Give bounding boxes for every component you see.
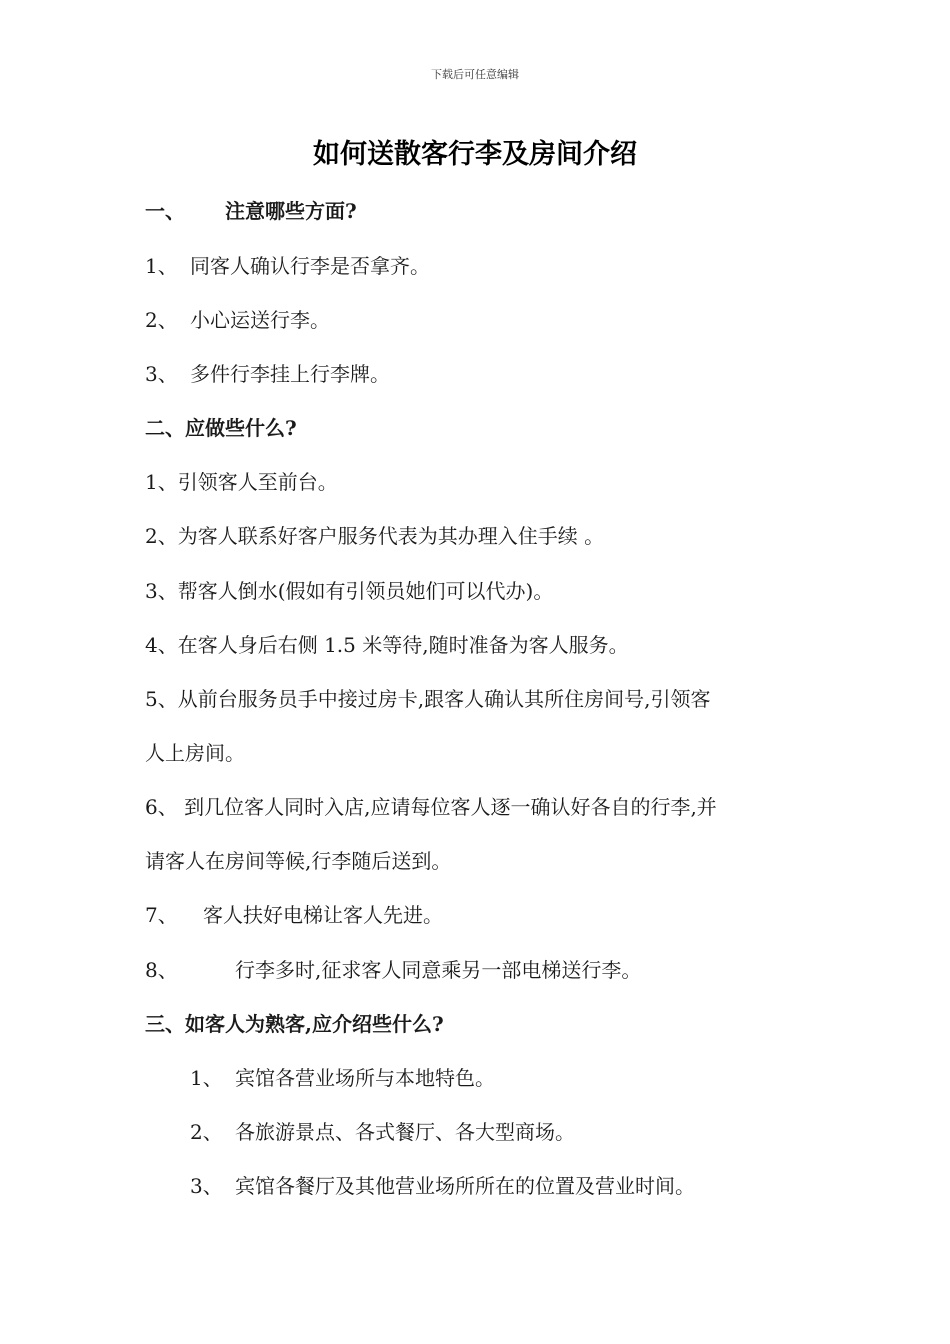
item-text: 行李多时,征求客人同意乘另一部电梯送行李。 bbox=[235, 958, 642, 982]
page-header: 下载后可任意编辑 bbox=[431, 68, 519, 81]
list-item bbox=[190, 1064, 870, 1092]
item-number: 7、 bbox=[145, 903, 178, 927]
list-item-continuation: 人上房间。 bbox=[145, 741, 245, 765]
document-title: 如何送散客行李及房间介绍 bbox=[313, 139, 637, 170]
item-number: 2、 bbox=[190, 1120, 223, 1144]
list-item: 6、 到几位客人同时入店,应请每位客人逐一确认好各自的行李,并 bbox=[145, 795, 717, 819]
list-item bbox=[145, 360, 825, 388]
list-item: 1、引领客人至前台。 bbox=[145, 470, 338, 494]
item-number: 3、 bbox=[190, 1174, 223, 1198]
section-heading-text: 注意哪些方面? bbox=[225, 199, 357, 223]
item-text: 同客人确认行李是否拿齐。 bbox=[190, 254, 430, 278]
list-item bbox=[190, 1118, 870, 1146]
section-number: 一、 bbox=[145, 199, 185, 223]
list-item: 4、在客人身后右侧 1.5 米等待,随时准备为客人服务。 bbox=[145, 633, 629, 657]
item-text: 小心运送行李。 bbox=[190, 308, 330, 332]
list-item bbox=[145, 956, 825, 984]
list-item: 3、帮客人倒水(假如有引领员她们可以代办)。 bbox=[145, 579, 554, 603]
item-text: 各旅游景点、各式餐厅、各大型商场。 bbox=[235, 1120, 575, 1144]
item-number: 1、 bbox=[145, 254, 178, 278]
list-item bbox=[145, 306, 825, 334]
section-heading-1 bbox=[145, 197, 825, 225]
section-heading-2: 二、应做些什么? bbox=[145, 416, 297, 440]
item-text: 多件行李挂上行李牌。 bbox=[190, 362, 390, 386]
list-item bbox=[190, 1172, 870, 1200]
list-item: 5、从前台服务员手中接过房卡,跟客人确认其所住房间号,引领客 bbox=[145, 687, 711, 711]
item-number: 1、 bbox=[190, 1066, 223, 1090]
list-item bbox=[145, 252, 825, 280]
item-number: 3、 bbox=[145, 362, 178, 386]
item-text: 宾馆各营业场所与本地特色。 bbox=[235, 1066, 495, 1090]
list-item-continuation: 请客人在房间等候,行李随后送到。 bbox=[145, 849, 452, 873]
item-number: 2、 bbox=[145, 308, 178, 332]
item-number: 8、 bbox=[145, 958, 178, 982]
list-item: 2、为客人联系好客户服务代表为其办理入住手续 。 bbox=[145, 524, 605, 548]
section-heading-3: 三、如客人为熟客,应介绍些什么? bbox=[145, 1012, 444, 1036]
list-item bbox=[145, 901, 825, 929]
item-text: 客人扶好电梯让客人先进。 bbox=[203, 903, 443, 927]
item-text: 宾馆各餐厅及其他营业场所所在的位置及营业时间。 bbox=[235, 1174, 695, 1198]
